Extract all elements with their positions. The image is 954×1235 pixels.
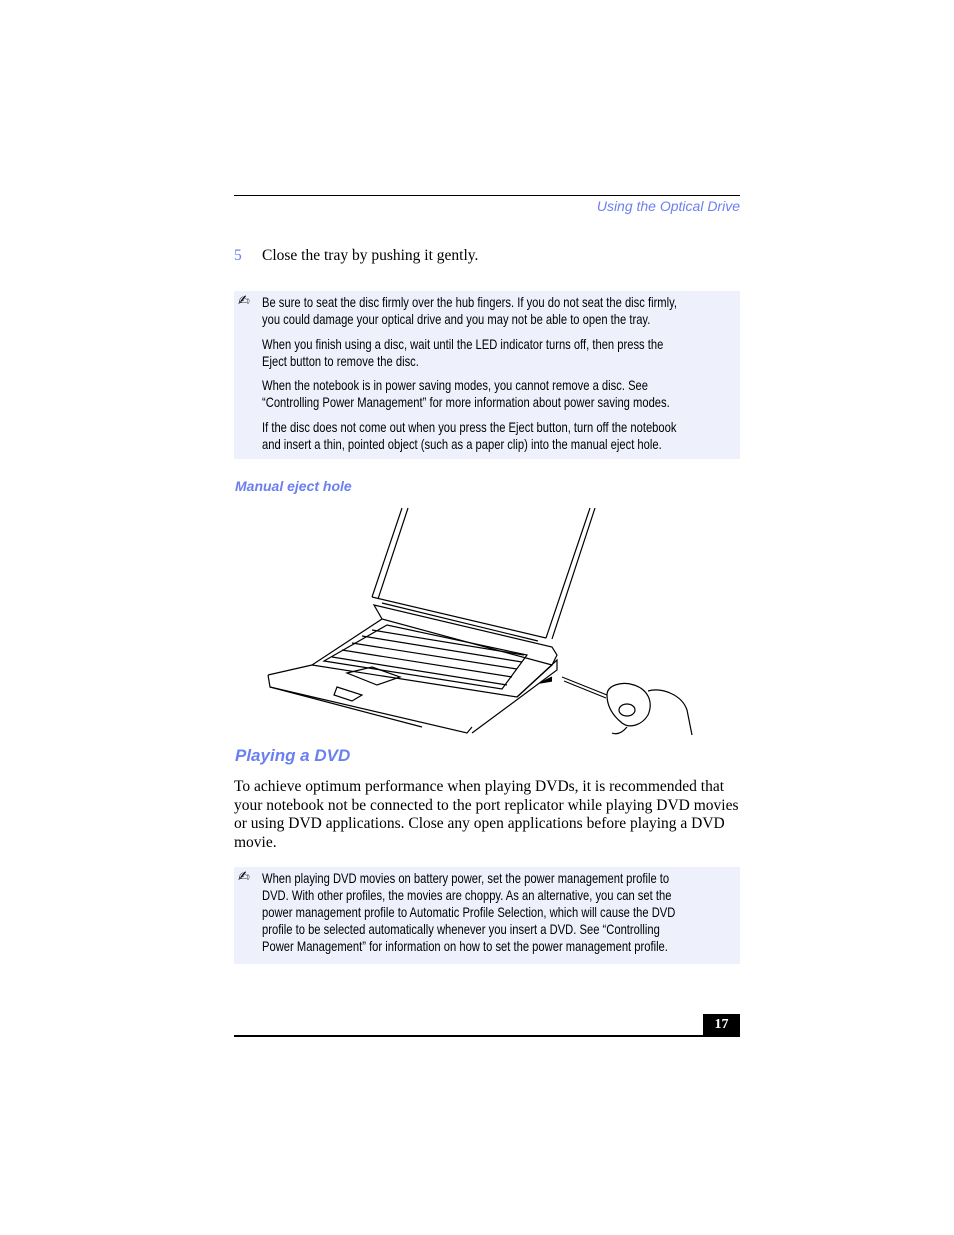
note-paragraph: When the notebook is in power saving modes, you cannot remove a disc. See “Controlling Power Management” for more information about power saving modes.	[262, 377, 670, 410]
laptop-eject-illustration	[262, 505, 702, 737]
header-rule	[234, 195, 740, 196]
note-box	[234, 867, 740, 964]
step-number: 5	[234, 247, 242, 264]
section-body: To achieve optimum performance when playing DVDs, it is recommended that your notebook not be connected to the port replicator while playing DVD movies or using DVD applications. Close any open applications before playing a DVD movie.	[234, 778, 739, 852]
note-paragraph: Be sure to seat the disc firmly over the hub fingers. If you do not seat the disc firmly, you could damage your optical drive and you may not be able to open the tray.	[262, 294, 678, 327]
step-text: Close the tray by pushing it gently.	[262, 247, 479, 264]
page-number: 17	[703, 1014, 740, 1036]
running-head: Using the Optical Drive	[596, 198, 740, 214]
pen-note-icon: ✍	[238, 293, 250, 309]
footer-rule	[234, 1035, 740, 1037]
pen-note-icon: ✍	[238, 869, 250, 885]
note-box	[234, 291, 740, 459]
step-5	[234, 247, 478, 265]
section-title: Playing a DVD	[235, 746, 351, 765]
note-paragraph: If the disc does not come out when you press the Eject button, turn off the notebook and insert a thin, pointed object (such as a paper clip) into the manual eject hole.	[262, 418, 677, 452]
figure-caption: Manual eject hole	[235, 478, 352, 494]
note-paragraph: When you finish using a disc, wait until the LED indicator turns off, then press the Eject button to remove the disc.	[262, 335, 664, 369]
note-paragraph: When playing DVD movies on battery power, set the power management profile to DVD. With other profiles, the movies are choppy. As an alternative, you can set the power management profile to Automatic Profile Selection, which will cause the DVD profile to be selected automatically whenever you insert a DVD. See “Controlling Power Management” for information on how to set the power management profile.	[262, 870, 676, 954]
